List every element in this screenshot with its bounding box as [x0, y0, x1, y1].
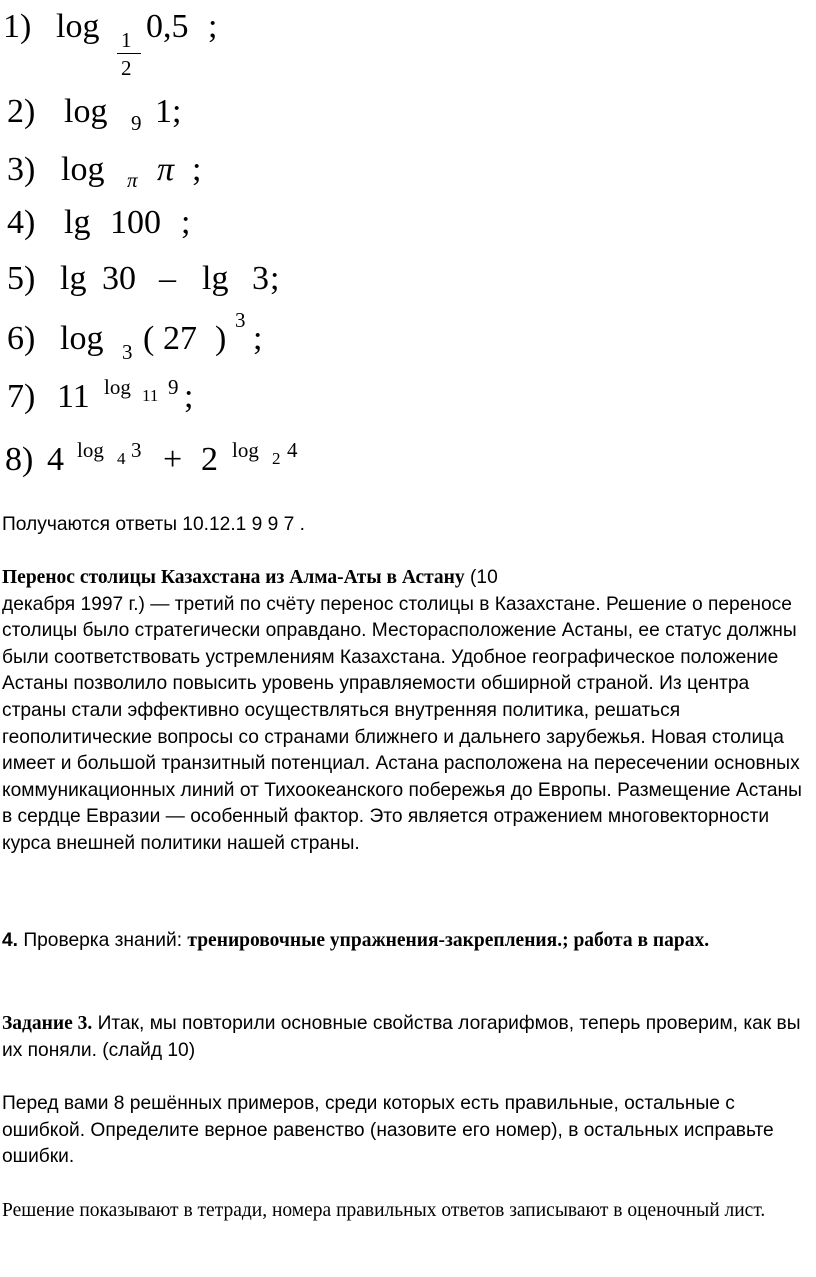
formula-8	[0, 438, 330, 488]
capital-transfer-body: декабря 1997 г.) — третий по счёту перенос столицы в Казахстане. Решение о переносе столицы было стратегически оправдано. Месторасположение Астаны, ее статус должны были соответствовать устремлениям Казахстана. Удобное географическое положение Астаны позволило повысить уровень управляемости обширной страной. Из центра страны стали эффективно осуществляться внутренняя политика, решаться геополитические вопросы со странами ближнего и дальнего зарубежья. Новая столица имеет и большой транзитный потенциал. Астана расположена на пересечении основных коммуникационных линий от Тихоокеанского побережья до Европы. Размещение Астаны в сердце Евразии — особенный фактор. Это является отражением многовекторности курса внешней политики нашей страны.	[2, 593, 802, 854]
capital-transfer-date-start: (10	[464, 567, 498, 588]
formula-number: 6)	[7, 320, 36, 357]
power-base: 4	[47, 441, 64, 478]
formula-number: 5)	[7, 260, 36, 297]
minus-sign: –	[159, 260, 176, 297]
capital-transfer-first-line	[2, 565, 814, 592]
section-4-text	[2, 928, 814, 955]
formula-number: 1)	[3, 8, 32, 45]
formula-list	[0, 0, 816, 500]
log-argument: 0,5	[146, 8, 189, 45]
exponent-log-base: 11	[142, 386, 159, 405]
formula-number: 8)	[5, 441, 34, 478]
semicolon: ;	[253, 320, 263, 357]
semicolon: ;	[192, 151, 202, 188]
power-base-2: 2	[201, 441, 218, 478]
solution-text: Решение показывают в тетради, номера правильных ответов записывают в оценочный лист.	[2, 1200, 766, 1221]
formula-4	[0, 206, 300, 246]
semicolon: ;	[270, 260, 280, 297]
section-4	[2, 928, 814, 955]
answers-text: Получаются ответы 10.12.1 9 9 7 .	[2, 514, 305, 535]
formula-6	[0, 308, 320, 367]
fraction-bar	[117, 53, 141, 54]
plus-sign: +	[163, 441, 183, 478]
power-base: 11	[57, 378, 90, 415]
log-base: 9	[131, 111, 142, 135]
section-4-bold: тренировочные упражнения-закрепления.; работа в парах.	[187, 930, 710, 951]
open-paren: (	[143, 320, 155, 357]
solution-paragraph	[2, 1198, 814, 1225]
answers-line	[2, 512, 814, 539]
formula-number: 3)	[7, 151, 36, 188]
exponent-log-2: log	[232, 438, 259, 462]
semicolon: ;	[184, 378, 194, 415]
semicolon: ;	[208, 8, 218, 45]
formula-3	[0, 153, 300, 198]
log-base-numerator: 1	[121, 28, 132, 52]
formula-number: 7)	[7, 378, 36, 415]
exponent-log: log	[104, 375, 131, 399]
exponent-log: log	[77, 438, 104, 462]
formula-1	[0, 10, 300, 82]
examples-paragraph	[2, 1091, 814, 1171]
semicolon: ;	[172, 93, 182, 130]
task-3-body: Итак, мы повторили основные свойства логарифмов, теперь проверим, как вы их поняли. (слайд 10)	[2, 1013, 801, 1061]
log-argument: 1	[155, 93, 172, 130]
exponent-log-argument: 9	[168, 375, 179, 399]
examples-text: Перед вами 8 решённых примеров, среди которых есть правильные, остальные с ошибкой. Определите верное равенство (назовите его номер), в остальных исправьте ошибки.	[2, 1093, 774, 1168]
log-function: log	[56, 8, 100, 45]
log-function: log	[60, 320, 104, 357]
task-3	[2, 1011, 814, 1064]
exponent-log-argument-2: 4	[287, 438, 298, 462]
exponent-log-base: 4	[117, 449, 126, 468]
lg-argument-2: 3	[252, 260, 269, 297]
task-3-text	[2, 1011, 814, 1064]
capital-transfer-title: Перенос столицы Казахстана из Алма-Аты в Астану	[2, 567, 465, 588]
capital-transfer-paragraph	[2, 565, 814, 858]
log-base: π	[127, 168, 138, 192]
section-4-number: 4.	[2, 930, 19, 951]
section-4-label: Проверка знаний:	[18, 930, 188, 951]
formula-number: 2)	[7, 93, 36, 130]
lg-function: lg	[64, 204, 91, 241]
power-exponent: 3	[235, 308, 246, 332]
lg-argument: 30	[102, 260, 136, 297]
log-function: log	[64, 93, 108, 130]
formula-7	[0, 375, 320, 425]
formula-5	[0, 262, 320, 302]
log-base-denominator: 2	[121, 56, 132, 80]
exponent-log-base-2: 2	[272, 449, 281, 468]
formula-number: 4)	[7, 204, 36, 241]
lg-function: lg	[60, 260, 87, 297]
task-3-label: Задание 3.	[2, 1013, 93, 1034]
log-base: 3	[122, 340, 133, 364]
log-argument: π	[157, 151, 175, 188]
lg-argument: 100	[110, 204, 161, 241]
close-paren: )	[215, 320, 227, 357]
power-base: 27	[163, 320, 197, 357]
log-function: log	[61, 151, 105, 188]
lg-function-2: lg	[202, 260, 229, 297]
semicolon: ;	[181, 204, 191, 241]
exponent-log-argument: 3	[131, 438, 142, 462]
formula-2	[0, 95, 300, 140]
